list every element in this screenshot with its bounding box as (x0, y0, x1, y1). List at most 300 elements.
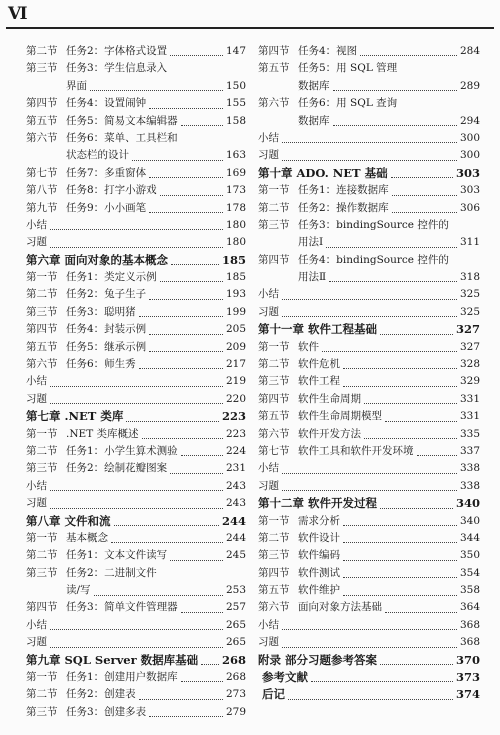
toc-entry-title: 任务3：bindingSource 控件的 (298, 218, 449, 231)
dot-leader (111, 539, 223, 543)
toc-entry (258, 269, 480, 286)
toc-entry-title: 软件开发方法 (298, 427, 361, 440)
toc-entry-page: 331 (459, 410, 480, 423)
toc-entry-title: .NET 类库概述 (66, 427, 139, 440)
toc-entry-title: 用法Ⅰ (298, 236, 324, 249)
toc-entry (258, 217, 480, 234)
toc-entry-page: 374 (455, 687, 480, 702)
toc-entry-label: 第四节 (258, 253, 290, 266)
dot-leader (360, 52, 457, 56)
toc-entry-page: 265 (225, 618, 246, 631)
toc-entry-label: 第六节 (258, 427, 290, 440)
toc-entry-page: 318 (459, 271, 480, 284)
toc-entry-label: 第二节 (258, 531, 290, 544)
toc-entry (26, 617, 246, 634)
dot-leader (343, 383, 457, 387)
toc-entry (258, 478, 480, 495)
toc-chapter-entry (26, 408, 246, 425)
toc-entry-page: 178 (225, 201, 246, 214)
toc-entry (26, 478, 246, 495)
toc-entry-title: 软件危机 (298, 358, 340, 371)
toc-entry (26, 165, 246, 182)
dot-leader (282, 313, 457, 317)
toc-entry-label: 第三节 (258, 375, 290, 388)
toc-entry-title: 小结 (26, 375, 47, 388)
toc-entry-page: 169 (225, 166, 246, 179)
toc-entry-title: 参考文献 (262, 670, 308, 685)
dot-leader (170, 557, 223, 561)
toc-entry-page: 354 (459, 566, 480, 579)
toc-entry-label: 第八节 (26, 184, 58, 197)
toc-entry (26, 443, 246, 460)
toc-entry-title: 软件测试 (298, 566, 340, 579)
toc-entry-label: 第一节 (258, 514, 290, 527)
toc-entry-page: 158 (225, 114, 246, 127)
toc-right-column (258, 43, 480, 704)
toc-entry (26, 460, 246, 477)
toc-entry-page: 220 (225, 392, 246, 405)
dot-leader (364, 400, 457, 404)
toc-entry (258, 391, 480, 408)
toc-entry-title: 任务7：多重窗体 (66, 166, 147, 179)
toc-entry (26, 530, 246, 547)
toc-entry-page: 257 (225, 601, 246, 614)
toc-entry (26, 321, 246, 338)
dot-leader (343, 539, 457, 543)
toc-entry-title: 任务1：小学生算术测验 (66, 444, 178, 457)
toc-entry-label: 第十章 (258, 165, 293, 180)
toc-chapter-entry (258, 669, 480, 686)
dot-leader (343, 522, 457, 526)
toc-entry-page: 199 (225, 305, 246, 318)
dot-leader (149, 348, 223, 352)
toc-entry-title: 需求分析 (298, 514, 340, 527)
toc-entry-label: 第三节 (258, 549, 290, 562)
dot-leader (142, 435, 223, 439)
toc-entry-title: 面向对象的基本概念 (64, 252, 168, 267)
toc-entry-title: 习题 (258, 149, 279, 162)
toc-entry-label: 第三节 (26, 705, 58, 718)
dot-leader (282, 139, 457, 143)
toc-entry-label: 第九节 (26, 201, 58, 214)
dot-leader (392, 209, 457, 213)
toc-entry (26, 704, 246, 721)
toc-entry (258, 460, 480, 477)
toc-entry (26, 356, 246, 373)
toc-entry-label: 第一节 (26, 271, 58, 284)
toc-entry (258, 60, 480, 77)
toc-entry-label: 第八章 (26, 513, 61, 528)
toc-entry-label: 第三节 (26, 62, 58, 75)
toc-entry-page: 340 (459, 514, 480, 527)
dot-leader (50, 487, 223, 491)
toc-entry-title: 任务5：用 SQL 管理 (298, 62, 398, 75)
toc-entry-title: 软件工具和软件开发环境 (298, 444, 414, 457)
dot-leader (149, 296, 223, 300)
toc-entry-title: 软件 (298, 340, 319, 353)
dot-leader (288, 696, 453, 700)
dot-leader (50, 505, 223, 509)
toc-entry (26, 269, 246, 286)
dot-leader (94, 592, 223, 596)
toc-entry-title: 部分习题参考答案 (285, 652, 377, 667)
dot-leader (181, 122, 223, 126)
dot-leader (170, 52, 223, 56)
toc-entry-page: 268 (225, 671, 246, 684)
toc-entry-label: 第三节 (26, 566, 58, 579)
toc-entry-page: 368 (459, 636, 480, 649)
toc-entry-title: 任务3：聪明猪 (66, 305, 136, 318)
dot-leader (50, 626, 223, 630)
toc-entry-title: 任务1：类定义示例 (66, 271, 157, 284)
toc-entry-label: 第十一章 (258, 322, 304, 337)
toc-entry-title: 数据库 (298, 114, 330, 127)
toc-entry-page: 300 (459, 149, 480, 162)
toc-entry-page: 338 (459, 462, 480, 475)
toc-entry-title: 基本概念 (66, 531, 108, 544)
dot-leader (160, 192, 223, 196)
toc-entry-title: 软件工程基础 (308, 322, 377, 337)
toc-entry-title: 任务2：绘制花瓣图案 (66, 462, 168, 475)
dot-leader (149, 105, 223, 109)
dot-leader (50, 383, 223, 387)
dot-leader (282, 470, 457, 474)
toc-entry-title: SQL Server 数据库基础 (64, 652, 199, 667)
toc-entry-page: 306 (459, 201, 480, 214)
toc-entry-label: 第一节 (26, 671, 58, 684)
toc-entry (26, 495, 246, 512)
toc-entry-page: 155 (225, 97, 246, 110)
toc-chapter-entry (26, 252, 246, 269)
toc-entry-title: 任务3：创建多表 (66, 705, 147, 718)
toc-entry-title: ADO. NET 基础 (296, 165, 388, 180)
toc-entry-page: 180 (225, 218, 246, 231)
dot-leader (282, 644, 457, 648)
dot-leader (171, 261, 219, 265)
dot-leader (126, 418, 219, 422)
toc-entry-page: 294 (459, 114, 480, 127)
toc-entry (258, 426, 480, 443)
dot-leader (282, 157, 457, 161)
toc-entry-page: 243 (225, 479, 246, 492)
toc-entry-page: 243 (225, 497, 246, 510)
toc-entry-page: 268 (221, 652, 246, 667)
toc-entry-page: 185 (225, 271, 246, 284)
toc-entry-title: 任务2：操作数据库 (298, 201, 389, 214)
toc-entry (26, 600, 246, 617)
dot-leader (380, 505, 453, 509)
toc-entry (258, 147, 480, 164)
dot-leader (364, 435, 457, 439)
toc-entry-title: 小结 (26, 618, 47, 631)
toc-entry (258, 408, 480, 425)
dot-leader (149, 209, 223, 213)
toc-entry (258, 565, 480, 582)
toc-entry-page: 358 (459, 584, 480, 597)
toc-entry-page: 193 (225, 288, 246, 301)
toc-entry-page: 273 (225, 688, 246, 701)
toc-entry-label: 第四节 (258, 566, 290, 579)
dot-leader (114, 522, 219, 526)
toc-entry-page: 147 (225, 44, 246, 57)
toc-entry-title: 软件生命周期模型 (298, 410, 382, 423)
toc-entry-label: 第一节 (258, 340, 290, 353)
toc-left-column (26, 43, 246, 721)
toc-entry (258, 356, 480, 373)
toc-entry-page: 150 (225, 79, 246, 92)
dot-leader (343, 574, 457, 578)
toc-entry-title: 软件开发过程 (308, 496, 377, 511)
toc-entry (26, 373, 246, 390)
toc-entry-label: 第三节 (258, 218, 290, 231)
toc-entry-title: 习题 (258, 636, 279, 649)
toc-entry-title: 任务9：小小画笔 (66, 201, 147, 214)
toc-entry-page: 223 (225, 427, 246, 440)
toc-entry-page: 173 (225, 184, 246, 197)
dot-leader (149, 174, 223, 178)
toc-entry-label: 第二节 (26, 549, 58, 562)
toc-entry-page: 279 (225, 705, 246, 718)
toc-entry-label: 第四节 (26, 601, 58, 614)
toc-entry (258, 286, 480, 303)
toc-entry-page: 217 (225, 358, 246, 371)
dot-leader (50, 644, 223, 648)
dot-leader (139, 696, 223, 700)
toc-entry-title: 任务3：简单文件管理器 (66, 601, 178, 614)
toc-entry-title: 任务2：兔子生子 (66, 288, 147, 301)
toc-entry-label: 第七章 (26, 409, 61, 424)
toc-entry-page: 205 (225, 323, 246, 336)
toc-entry-label: 第六节 (258, 601, 290, 614)
toc-entry-label: 第一节 (258, 184, 290, 197)
toc-entry-title: 软件维护 (298, 584, 340, 597)
dot-leader (391, 174, 453, 178)
toc-entry-page: 373 (455, 670, 480, 685)
toc-entry (26, 339, 246, 356)
toc-entry (258, 130, 480, 147)
toc-entry (258, 234, 480, 251)
toc-entry-page: 325 (459, 288, 480, 301)
dot-leader (181, 609, 223, 613)
toc-entry-label: 第五节 (26, 114, 58, 127)
dot-leader (385, 418, 457, 422)
dot-leader (132, 157, 223, 161)
toc-entry-label: 第四节 (258, 44, 290, 57)
dot-leader (282, 296, 457, 300)
toc-entry-label: 第六节 (258, 97, 290, 110)
toc-entry-title: 任务4：视图 (298, 44, 358, 57)
toc-entry-label: 第四节 (26, 323, 58, 336)
toc-entry-title: 任务6：用 SQL 查询 (298, 97, 398, 110)
toc-entry (26, 95, 246, 112)
toc-entry (26, 200, 246, 217)
toc-entry (26, 565, 246, 582)
dot-leader (326, 244, 457, 248)
toc-entry (26, 147, 246, 164)
toc-entry-title: 状态栏的设计 (66, 149, 129, 162)
toc-entry (26, 78, 246, 95)
toc-entry-page: 180 (225, 236, 246, 249)
toc-entry-title: 任务1：文本文件读写 (66, 549, 168, 562)
toc-chapter-entry (26, 513, 246, 530)
toc-entry-title: 习题 (258, 479, 279, 492)
toc-entry-title: 任务5：简易文本编辑器 (66, 114, 178, 127)
toc-entry-label: 第一节 (26, 531, 58, 544)
toc-entry-title: 任务4：设置闹钟 (66, 97, 147, 110)
toc-entry (258, 95, 480, 112)
toc-entry-page: 244 (221, 513, 246, 528)
toc-entry-page: 344 (459, 531, 480, 544)
dot-leader (392, 192, 457, 196)
toc-entry (258, 513, 480, 530)
dot-leader (50, 400, 223, 404)
toc-entry-title: 任务3：学生信息录入 (66, 62, 168, 75)
toc-entry-title: 用法Ⅱ (298, 271, 327, 284)
toc-entry (258, 617, 480, 634)
toc-entry-label: 第六节 (26, 358, 58, 371)
toc-entry-title: 任务4：封装示例 (66, 323, 147, 336)
page-number: Ⅵ (8, 4, 27, 24)
dot-leader (201, 661, 219, 665)
dot-leader (322, 348, 457, 352)
toc-entry (26, 113, 246, 130)
toc-chapter-entry (258, 321, 480, 338)
toc-entry-page: 329 (459, 375, 480, 388)
toc-entry-page: 350 (459, 549, 480, 562)
toc-entry-title: 文件和流 (64, 513, 111, 528)
toc-entry-title: 习题 (26, 497, 47, 510)
toc-entry (258, 600, 480, 617)
toc-entry (26, 286, 246, 303)
toc-entry-title: 软件设计 (298, 531, 340, 544)
toc-entry-title: 任务6：菜单、工具栏和 (66, 131, 178, 144)
toc-entry-page: 244 (225, 531, 246, 544)
dot-leader (333, 87, 457, 91)
toc-entry-title: 任务8：打字小游戏 (66, 184, 157, 197)
toc-entry-label: 第六章 (26, 252, 61, 267)
toc-entry (258, 582, 480, 599)
toc-entry-label: 第四节 (258, 392, 290, 405)
toc-entry-label: 第五节 (258, 410, 290, 423)
toc-entry-page: 331 (459, 392, 480, 405)
toc-entry (258, 113, 480, 130)
dot-leader (149, 331, 223, 335)
toc-entry (26, 582, 246, 599)
dot-leader (160, 278, 223, 282)
toc-entry-page: 325 (459, 305, 480, 318)
dot-leader (343, 557, 457, 561)
toc-entry (258, 182, 480, 199)
toc-entry (26, 234, 246, 251)
toc-entry (26, 43, 246, 60)
toc-entry-page: 335 (459, 427, 480, 440)
toc-entry-page: 368 (459, 618, 480, 631)
toc-entry (26, 130, 246, 147)
toc-entry-label: 第二节 (258, 201, 290, 214)
toc-entry-page: 219 (225, 375, 246, 388)
toc-entry-page: 231 (225, 462, 246, 475)
toc-entry-title: 软件工程 (298, 375, 340, 388)
toc-entry (258, 200, 480, 217)
toc-entry-page: 163 (225, 149, 246, 162)
toc-entry-label: 第十二章 (258, 496, 304, 511)
toc-chapter-entry (26, 652, 246, 669)
toc-entry-page: 337 (459, 444, 480, 457)
toc-chapter-entry (258, 165, 480, 182)
toc-entry-label: 第六节 (26, 131, 58, 144)
toc-entry-label: 第四节 (26, 97, 58, 110)
toc-entry-page: 311 (459, 236, 480, 249)
toc-entry-title: 小结 (258, 131, 279, 144)
toc-entry-title: 数据库 (298, 79, 330, 92)
toc-entry-label: 第五节 (26, 340, 58, 353)
toc-entry-page: 303 (455, 165, 480, 180)
toc-entry-label: 第九章 (26, 652, 61, 667)
toc-entry (258, 339, 480, 356)
toc-entry-title: 小结 (258, 618, 279, 631)
toc-entry-page: 327 (459, 340, 480, 353)
toc-entry-page: 265 (225, 636, 246, 649)
toc-entry-page: 300 (459, 131, 480, 144)
dot-leader (417, 452, 457, 456)
toc-entry (258, 547, 480, 564)
toc-entry (26, 634, 246, 651)
toc-entry-label: 第五节 (258, 584, 290, 597)
toc-entry-label: 第二节 (26, 44, 58, 57)
toc-entry-label: 第三节 (26, 305, 58, 318)
toc-entry-title: 习题 (26, 392, 47, 405)
toc-entry (258, 43, 480, 60)
toc-entry-page: 223 (221, 409, 246, 424)
toc-entry-page: 327 (455, 322, 480, 337)
toc-entry-title: 后记 (262, 687, 285, 702)
toc-entry-page: 284 (459, 44, 480, 57)
toc-entry-label: 第二节 (26, 688, 58, 701)
toc-entry-label: 第二节 (26, 444, 58, 457)
dot-leader (181, 452, 223, 456)
toc-entry (258, 634, 480, 651)
toc-entry (26, 60, 246, 77)
toc-entry-title: 习题 (26, 236, 47, 249)
toc-entry-title: 任务4：bindingSource 控件的 (298, 253, 449, 266)
toc-chapter-entry (258, 686, 480, 703)
toc-entry (26, 686, 246, 703)
toc-entry-title: 任务1：连接数据库 (298, 184, 389, 197)
dot-leader (50, 226, 223, 230)
toc-entry-title: 软件编码 (298, 549, 340, 562)
dot-leader (139, 365, 223, 369)
dot-leader (380, 331, 453, 335)
dot-leader (282, 487, 457, 491)
toc-entry-title: 小结 (26, 218, 47, 231)
toc-entry-title: 任务2：字体格式设置 (66, 44, 168, 57)
toc-entry-page: 209 (225, 340, 246, 353)
toc-entry-label: 第二节 (26, 288, 58, 301)
dot-leader (343, 592, 457, 596)
dot-leader (385, 609, 457, 613)
toc-entry-page: 185 (221, 252, 246, 267)
toc-entry-label: 第一节 (26, 427, 58, 440)
toc-entry (258, 304, 480, 321)
toc-entry-page: 303 (459, 184, 480, 197)
toc-entry-page: 253 (225, 584, 246, 597)
toc-entry-page: 289 (459, 79, 480, 92)
toc-entry-page: 224 (225, 444, 246, 457)
toc-entry (26, 426, 246, 443)
toc-entry (258, 530, 480, 547)
header-rule (6, 27, 494, 29)
toc-chapter-entry (258, 495, 480, 512)
